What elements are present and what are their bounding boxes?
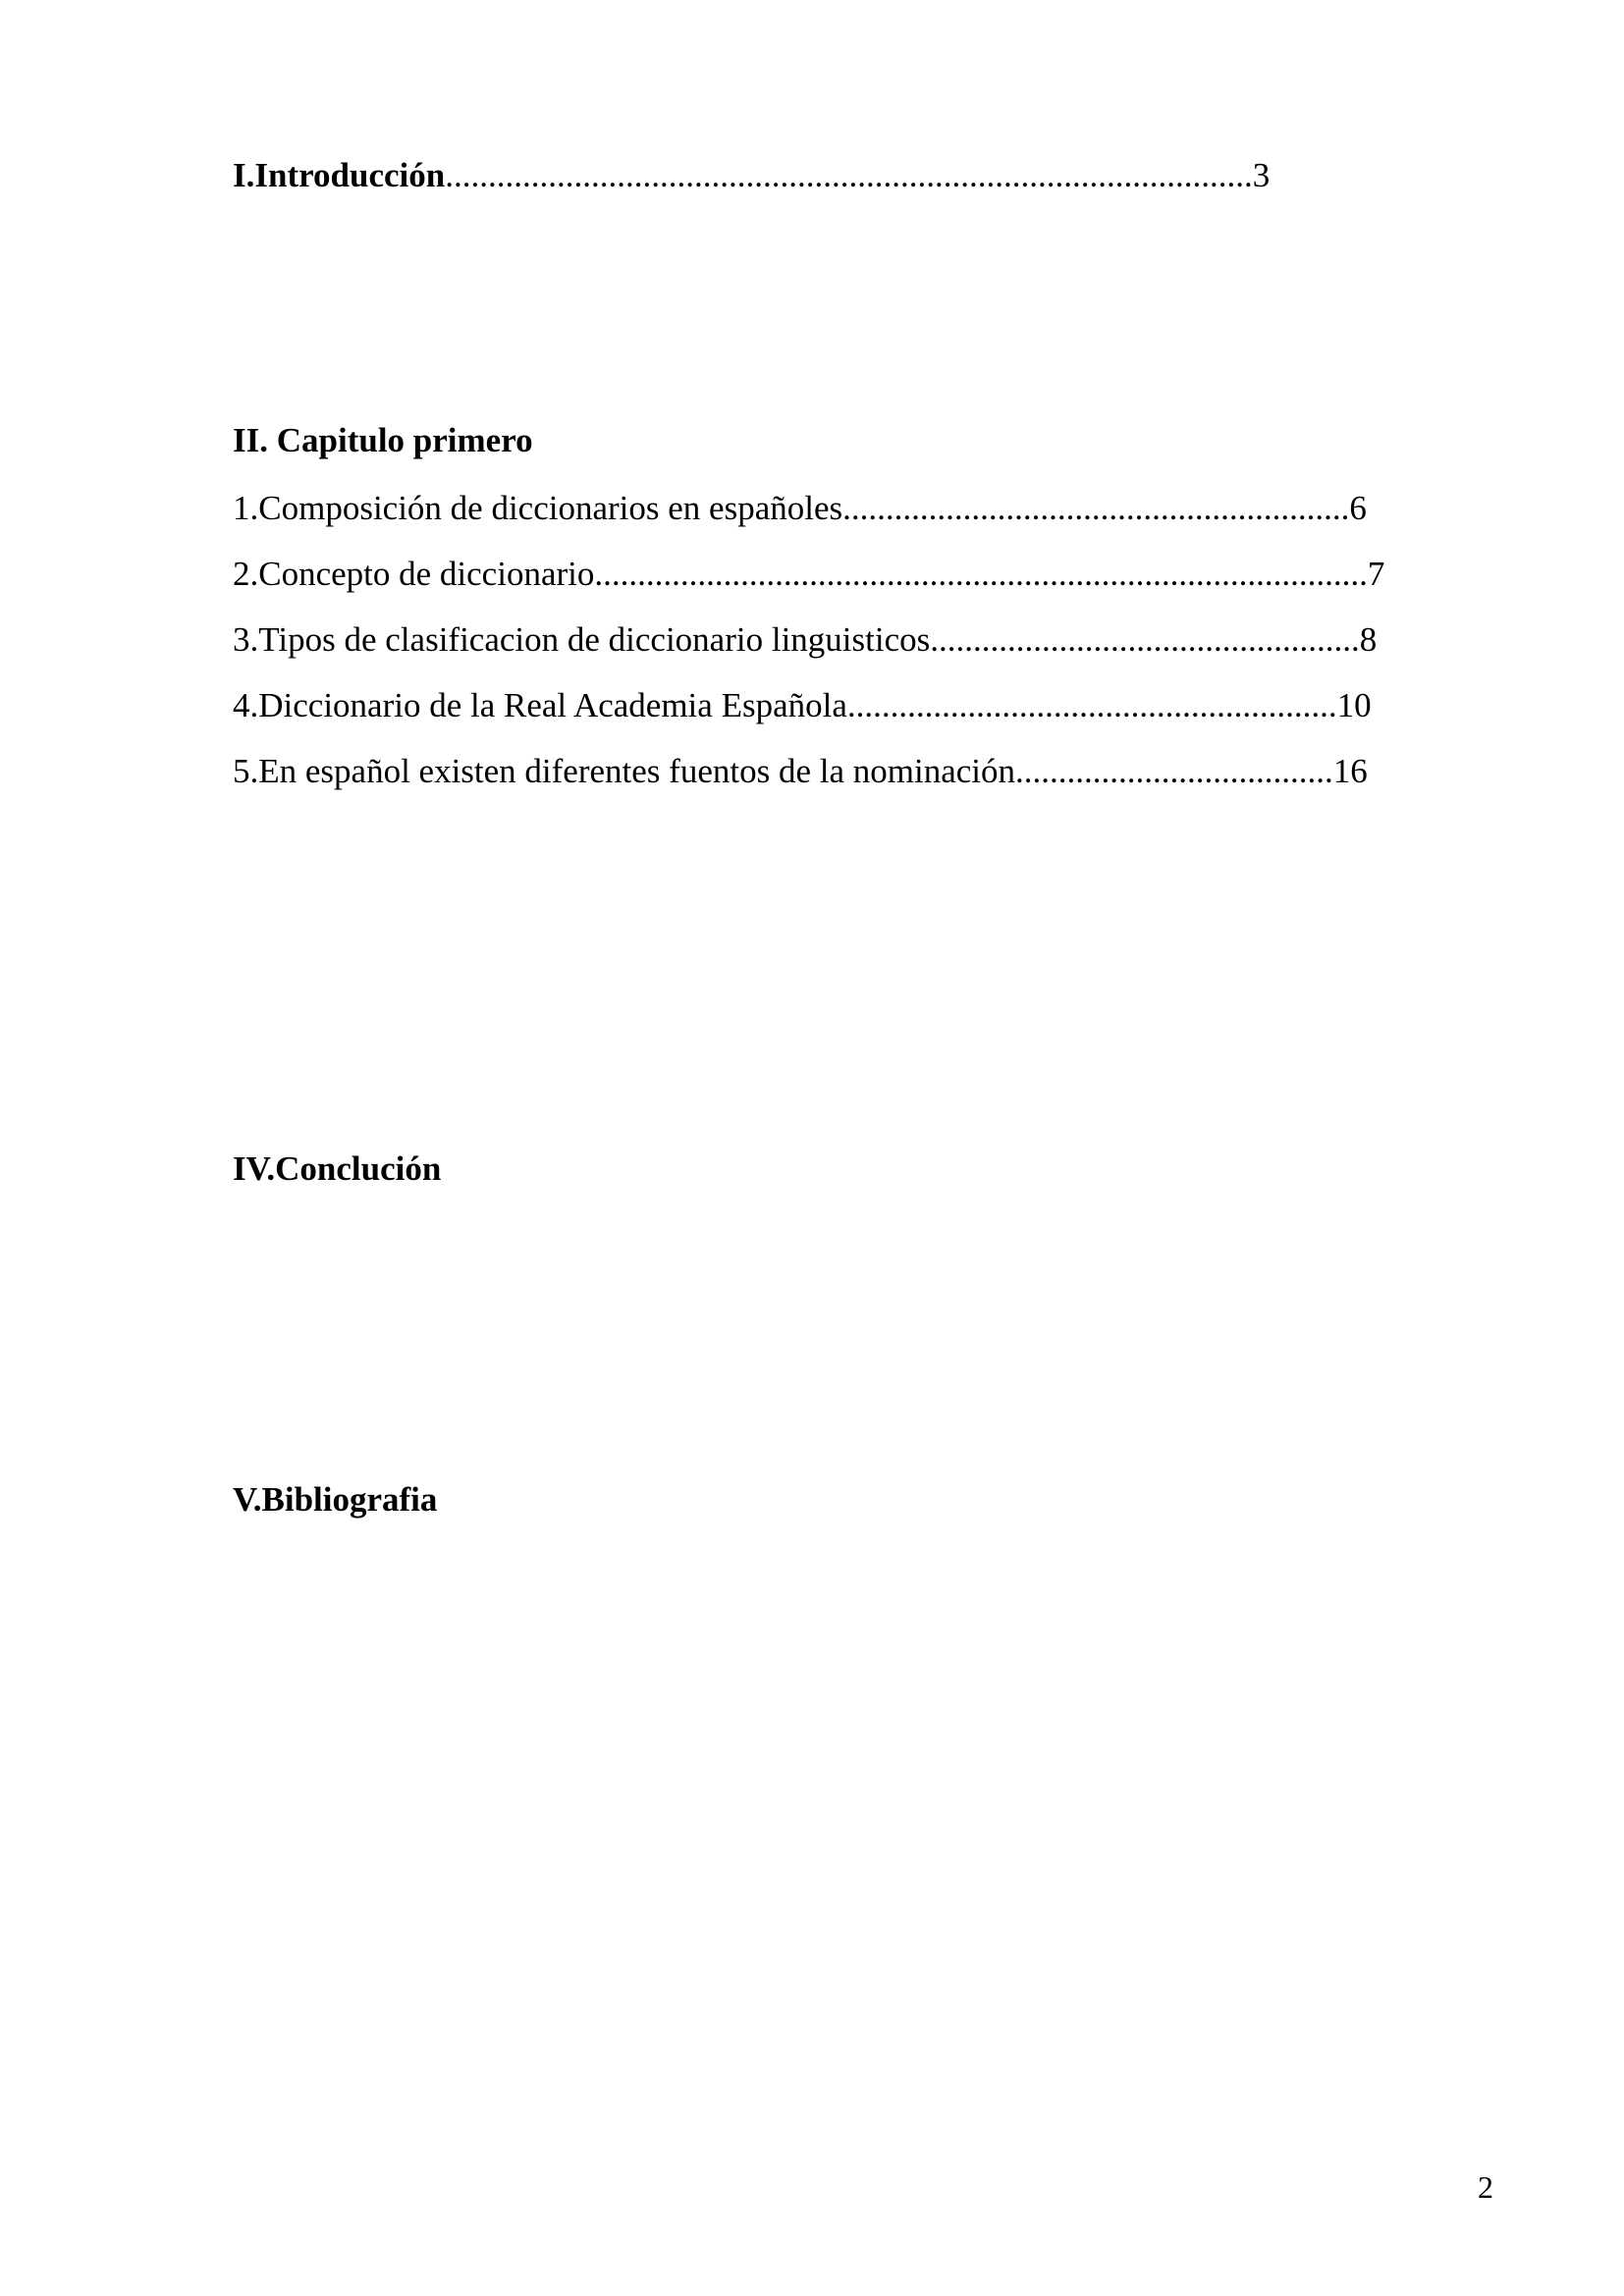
- toc-entry-title: 3.Tipos de clasificacion de diccionario linguisticos: [233, 620, 931, 659]
- toc-leader-dots: ..............................................................................................: [445, 156, 1253, 194]
- page-number: 2: [1478, 2169, 1493, 2205]
- toc-entry: [233, 553, 1509, 596]
- toc-entry: [233, 684, 1509, 727]
- toc-leader-dots: ..........................................................................................: [594, 555, 1368, 593]
- toc-entry-title: I.Introducción: [233, 156, 446, 194]
- toc-page-number: 16: [1332, 752, 1368, 790]
- toc-leader-dots: ..................................................: [930, 620, 1360, 659]
- toc-entry: [233, 750, 1509, 793]
- toc-page-number: 8: [1359, 620, 1378, 659]
- toc-leader-dots: .....................................: [1015, 752, 1333, 790]
- toc-entry-title: 5.En español existen diferentes fuentos de la nominación: [233, 752, 1015, 790]
- toc-leader-dots: ...........................................................: [842, 489, 1350, 527]
- toc-entry-conclusion: IV.Conclución: [233, 1149, 442, 1188]
- toc-page-number: 6: [1349, 489, 1367, 527]
- toc-leader-dots: .........................................................: [846, 686, 1337, 724]
- toc-page-number: 7: [1367, 555, 1385, 593]
- toc-page-number: 3: [1252, 156, 1271, 194]
- toc-entry: [233, 487, 1509, 530]
- toc-entry-title: 1.Composición de diccionarios en españoles: [233, 489, 843, 527]
- chapter-heading: II. Capitulo primero: [233, 421, 533, 459]
- toc-entry-introduction: [233, 154, 1509, 197]
- toc-entry-bibliography: V.Bibliografia: [233, 1480, 438, 1519]
- toc-page-number: 10: [1336, 686, 1372, 724]
- toc-entry: [233, 618, 1509, 662]
- toc-entry-title: 2.Concepto de diccionario: [233, 555, 595, 593]
- toc-entry-title: 4.Diccionario de la Real Academia Española: [233, 686, 847, 724]
